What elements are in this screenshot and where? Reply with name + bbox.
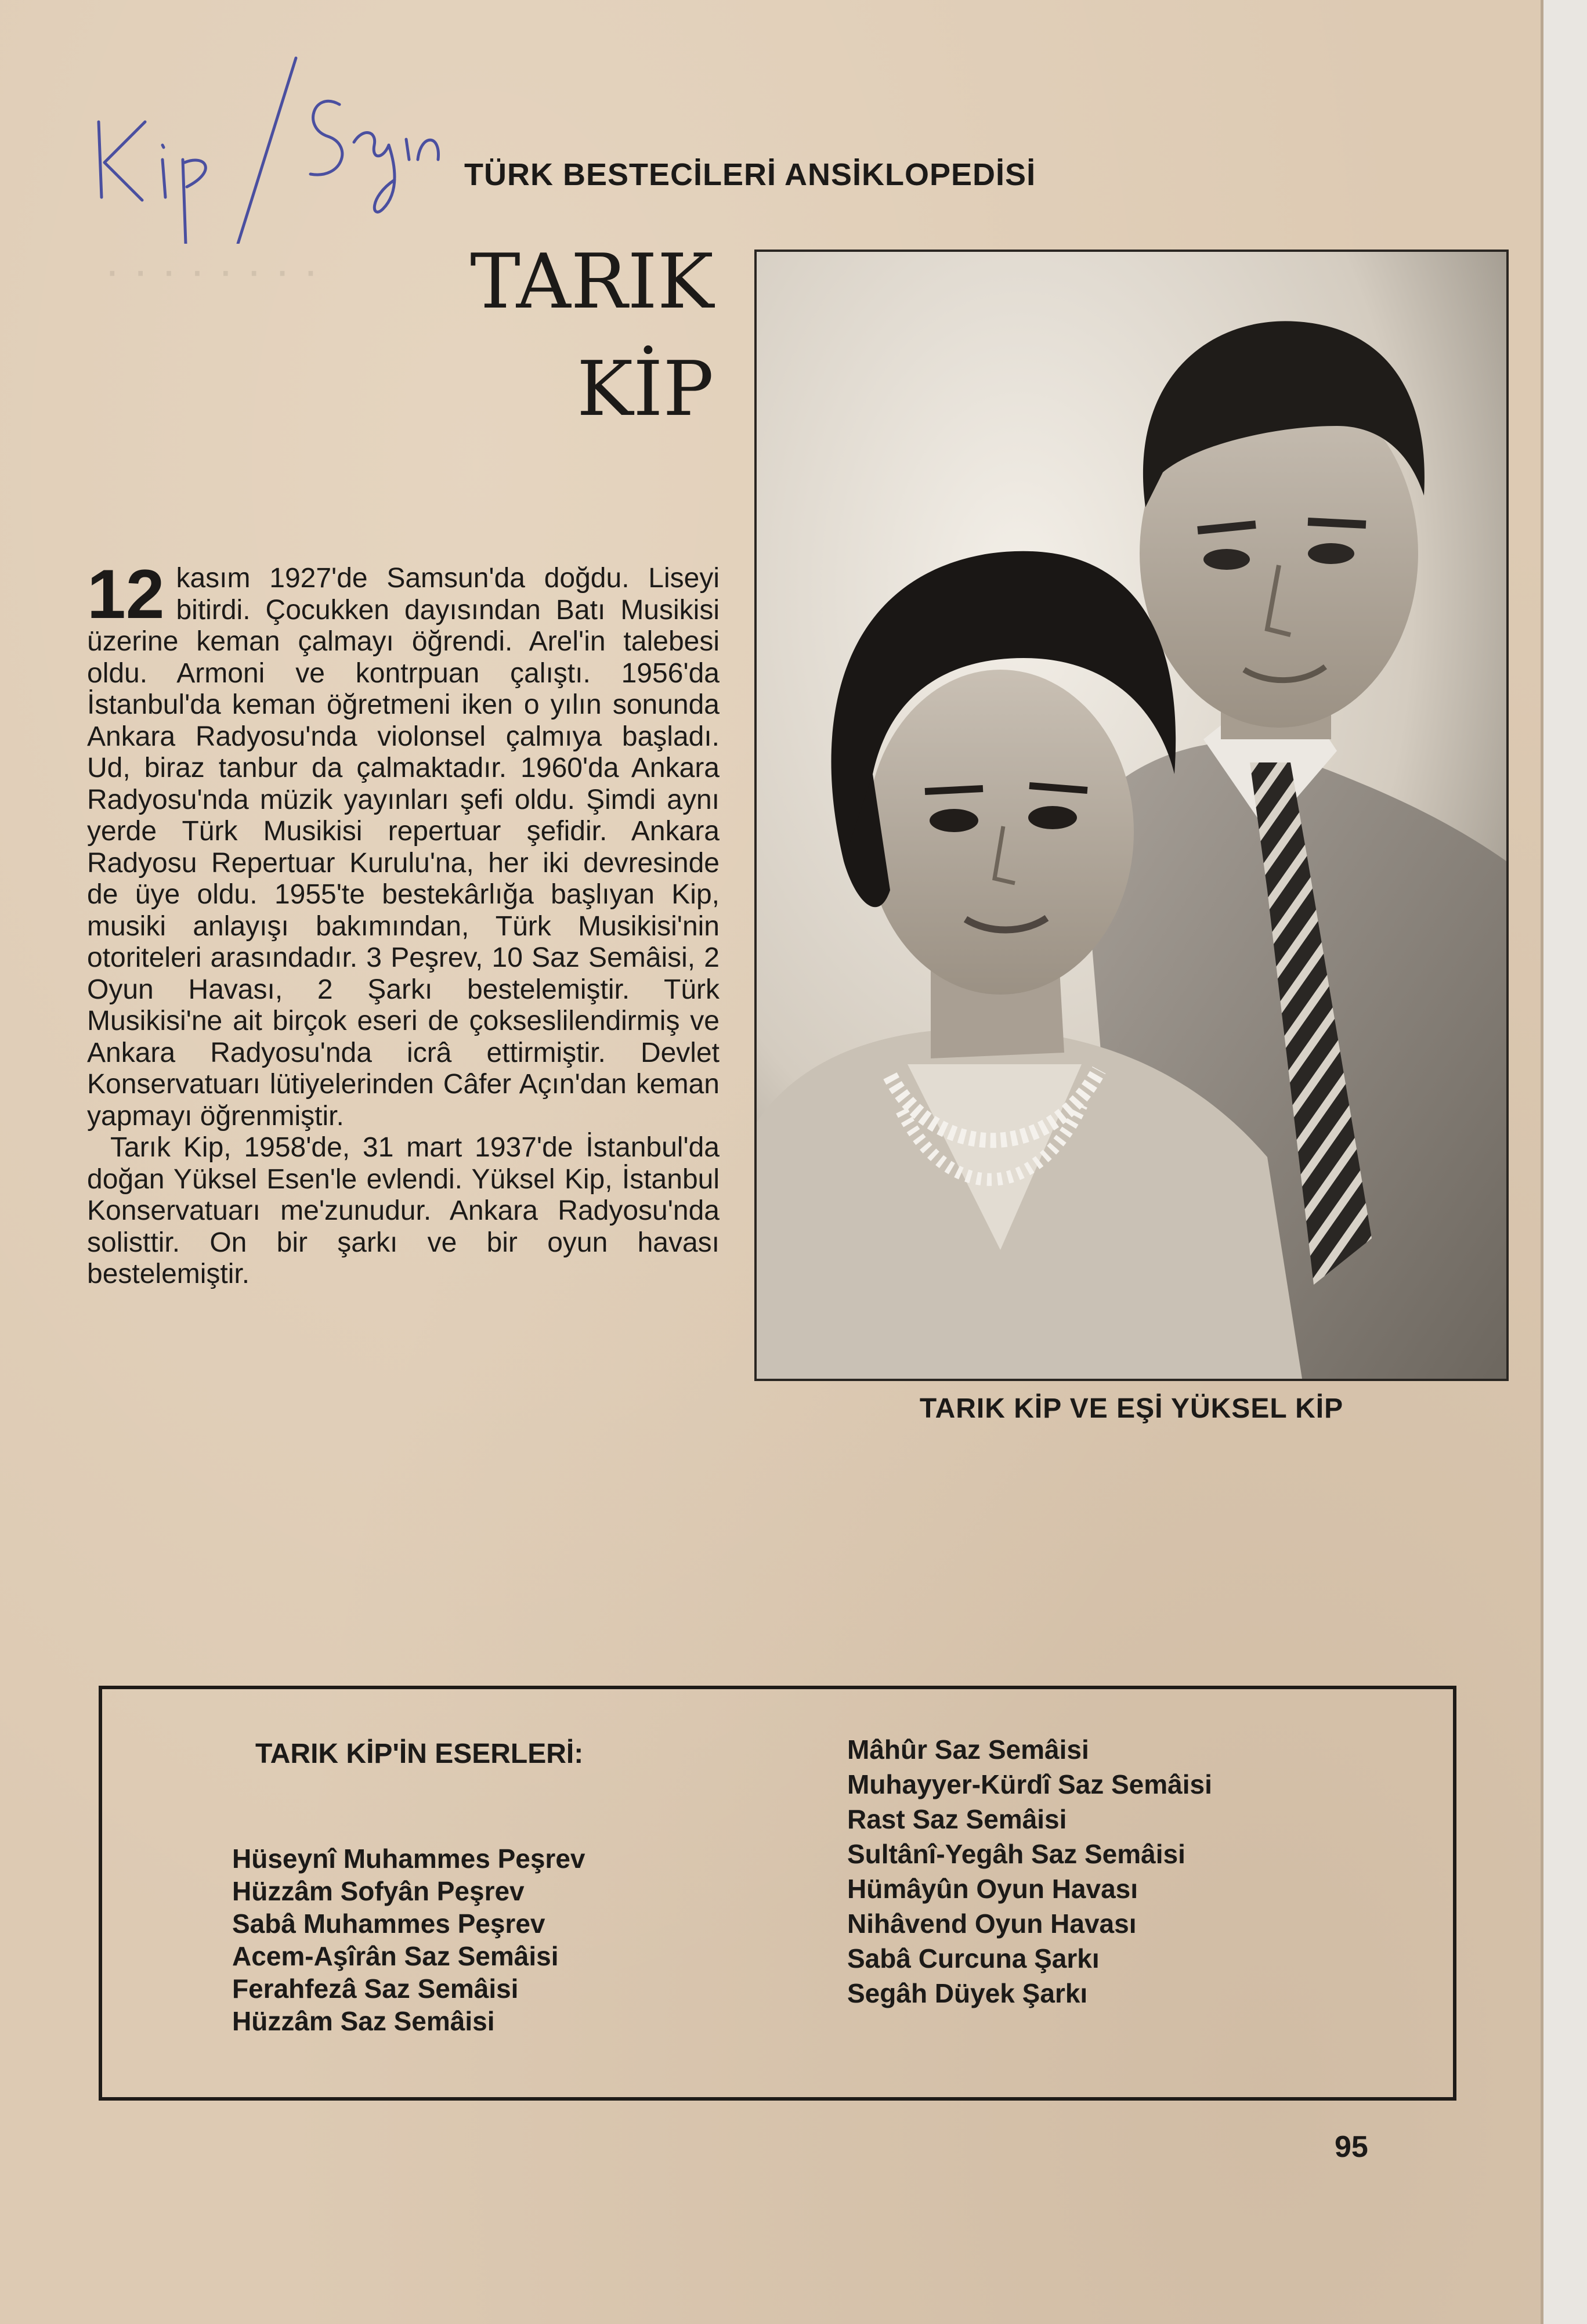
work-item: Hümâyûn Oyun Havası xyxy=(847,1874,1138,1904)
works-title: TARIK KİP'İN ESERLERİ: xyxy=(255,1739,584,1769)
work-item: Hüzzâm Saz Semâisi xyxy=(232,2006,495,2036)
portrait-photo xyxy=(754,250,1509,1381)
biography-paragraph-1 xyxy=(87,555,720,1132)
composer-last-name: KİP xyxy=(577,345,714,433)
works-list-left xyxy=(232,1842,754,2037)
work-item: Rast Saz Semâisi xyxy=(847,1804,1067,1834)
biography-paragraph-2: Tarık Kip, 1958'de, 31 mart 1937'de İstanbul'da doğan Yüksel Esen'le evlendi. Yüksel Kip, İstanbul Konservatuarı me'zunudur. Ankara Radyosu'nda solisttir. On bir şarkı ve bir oyun havası bestelemiştir. xyxy=(87,1132,720,1289)
work-item: Mâhûr Saz Semâisi xyxy=(847,1734,1089,1765)
handwritten-note xyxy=(81,35,453,244)
page-number: 95 xyxy=(1335,2130,1368,2164)
background-margin xyxy=(1543,0,1587,2324)
work-item: Segâh Düyek Şarkı xyxy=(847,1978,1088,2008)
biography xyxy=(87,555,720,1291)
work-item: Ferahfezâ Saz Semâisi xyxy=(232,1974,519,2004)
couple-portrait-image xyxy=(757,252,1506,1379)
photo-caption: TARIK KİP VE EŞİ YÜKSEL KİP xyxy=(919,1393,1344,1424)
work-item: Hüseynî Muhammes Peşrev xyxy=(232,1844,585,1874)
work-item: Sultânî-Yegâh Saz Semâisi xyxy=(847,1839,1185,1869)
work-item: Nihâvend Oyun Havası xyxy=(847,1909,1137,1939)
work-item: Muhayyer-Kürdî Saz Semâisi xyxy=(847,1769,1212,1799)
composer-first-name: TARIK xyxy=(470,237,714,326)
biography-text-1: kasım 1927'de Samsun'da doğdu. Liseyi bitirdi. Çocukken dayısından Batı Musikisi üzerine keman çalmayı öğrendi. Arel'in talebesi oldu. Armoni ve kontrpuan çalıştı. 1956'da İstanbul'da keman öğretmeni iken o yılın sonunda Ankara Radyosu'nda violonsel çalmıya başladı. Ud, biraz tanbur da çalmaktadır. 1960'da Ankara Radyosu'nda müzik yayınları şefi oldu. Şimdi aynı yerde Türk Musikisi repertuar şefidir. Ankara Radyosu Repertuar Kurulu'na, her iki devresinde de üye oldu. 1955'te bestekârlığa başlıyan Kip, musiki anlayışı bakımından, Türk Musikisi'nin otoriteleri arasındadır. 3 Peşrev, 10 Saz Semâisi, 2 Oyun Havası, 2 Şarkı bestelemiştir. Türk Musikisi'ne ait birçok eseri de çokseslilendirmiş ve Ankara Radyosu'nda icrâ ettirmiştir. Devlet Konservatuarı lütiyelerinden Câfer Açın'dan keman yapmayı öğrenmiştir. xyxy=(87,563,720,1132)
work-item: Sabâ Muhammes Peşrev xyxy=(232,1909,545,1939)
works-list-right xyxy=(847,1732,1427,2011)
drop-number: 12 xyxy=(87,555,165,633)
work-item: Hüzzâm Sofyân Peşrev xyxy=(232,1876,525,1906)
work-item: Acem-Aşîrân Saz Semâisi xyxy=(232,1941,559,1971)
series-title: TÜRK BESTECİLERİ ANSİKLOPEDİSİ xyxy=(464,157,1036,192)
work-item: Sabâ Curcuna Şarkı xyxy=(847,1943,1100,1974)
show-through-text: · · · · · · · · xyxy=(104,244,319,296)
